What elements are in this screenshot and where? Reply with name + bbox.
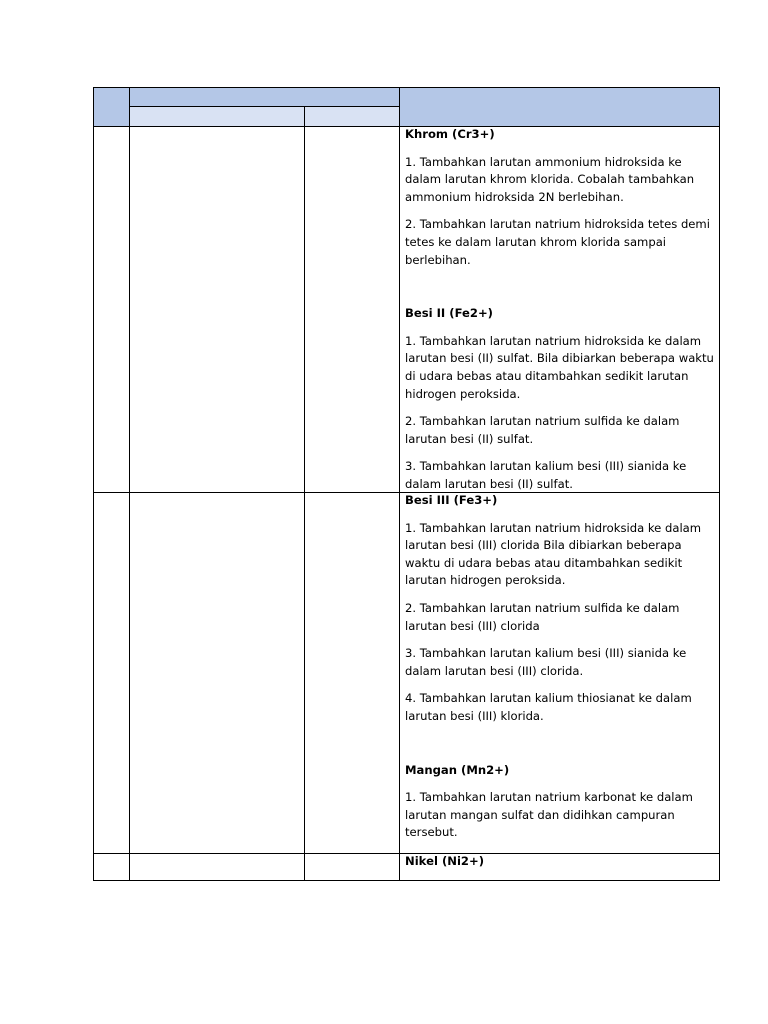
procedure-step: 1. Tambahkan larutan natrium hidroksida ke dalam larutan besi (II) sulfat. Bila dibiarkan beberapa waktu di udara bebas atau ditambahkan sedikit larutan hidrogen peroksida. [405,333,714,401]
procedure-step: 1. Tambahkan larutan ammonium hidroksida ke dalam larutan khrom klorida. Cobalah tambahkan ammonium hidroksida 2N berlebihan. [405,154,695,204]
section-title-iron-ii: Besi II (Fe2+) [405,306,493,321]
table-border-left [93,87,94,881]
procedure-step: 1. Tambahkan larutan natrium hidroksida ke dalam larutan besi (III) clorida Bila dibiarkan beberapa waktu di udara bebas atau ditambahkan sedikit larutan hidrogen peroksida. [405,520,702,588]
table-border-bottom [93,880,720,881]
header-divider [129,106,399,107]
procedure-step: 2. Tambahkan larutan natrium sulfida ke dalam larutan besi (III) clorida [405,600,680,633]
table-border-right [719,87,720,881]
experiment-table [93,87,720,881]
procedure-step: 3. Tambahkan larutan kalium besi (III) sianida ke dalam larutan besi (II) sulfat. [405,459,687,491]
header-cell-number [93,87,129,127]
procedure-cell-row-1 [405,126,717,492]
procedure-step: 2. Tambahkan larutan natrium hidroksida tetes demi tetes ke dalam larutan khrom klorida sampai berlebihan. [405,217,710,267]
header-cell-procedure [399,87,720,127]
procedure-cell-row-3 [405,853,717,880]
column-divider-2 [304,106,305,881]
procedure-step: 3. Tambahkan larutan kalium besi (III) sianida ke dalam larutan besi (III) clorida. [405,646,687,678]
section-title-manganese: Mangan (Mn2+) [405,762,510,777]
column-divider-1 [129,87,130,881]
header-subcell-left [129,107,304,127]
procedure-step: 2. Tambahkan larutan natrium sulfida ke dalam larutan besi (II) sulfat. [405,414,680,446]
procedure-cell-row-2 [405,492,717,853]
section-title-nickel: Nikel (Ni2+) [405,854,485,868]
header-cell-merged [129,87,399,107]
column-divider-3 [399,87,400,881]
procedure-step: 4. Tambahkan larutan kalium thiosianat ke dalam larutan besi (III) klorida. [405,691,692,723]
section-title-chromium: Khrom (Cr3+) [405,127,495,141]
procedure-step: 1. Tambahkan larutan natrium karbonat ke dalam larutan mangan sulfat dan didihkan campuran tersebut. [405,790,693,840]
table-border-top [93,87,720,88]
section-title-iron-iii: Besi III (Fe3+) [405,493,498,507]
header-subcell-right [304,107,399,127]
